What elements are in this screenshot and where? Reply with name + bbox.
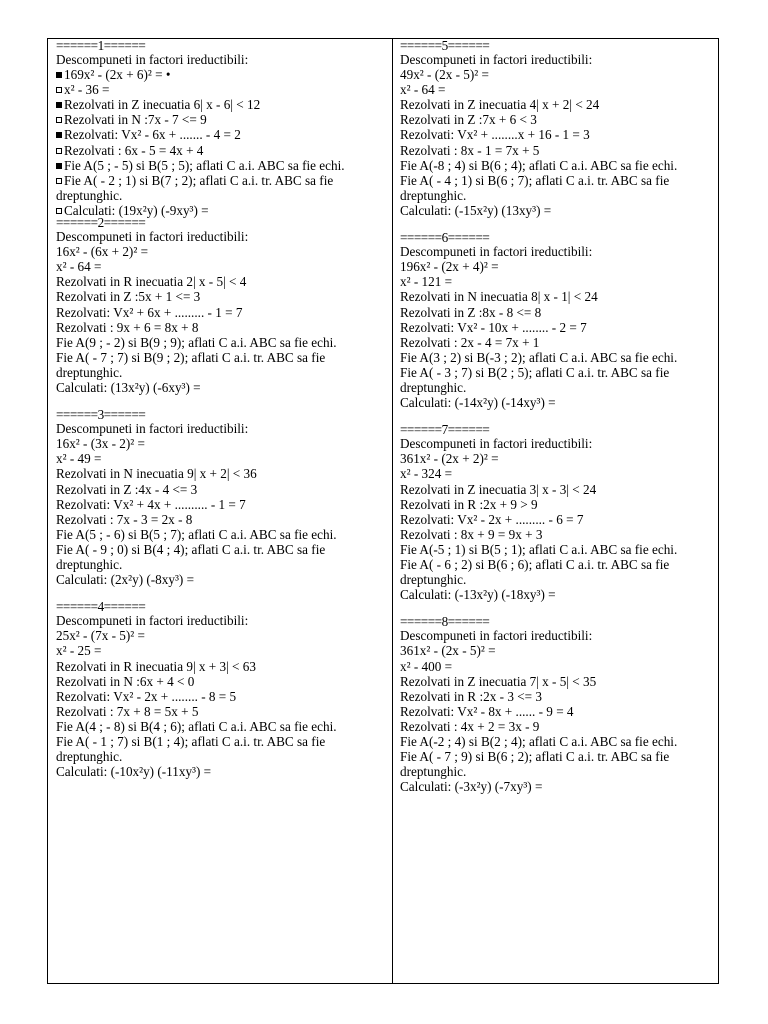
section-header: ======1====== [56, 39, 146, 53]
list-item: Fie A( - 7 ; 9) si B(6 ; 2); aflati C a.i. tr. ABC sa fie [400, 749, 670, 765]
section-header: ======6====== [400, 230, 490, 246]
list-item: Rezolvati in R :2x + 9 > 9 [400, 496, 538, 512]
list-item: dreptunghic. [56, 749, 123, 765]
list-item: Rezolvati in Z inecuatia 3| x - 3| < 24 [400, 481, 597, 497]
list-item: dreptunghic. [56, 557, 123, 572]
list-item: x² - 64 = [56, 259, 102, 275]
empty-square-icon [56, 178, 62, 184]
empty-square-icon [56, 208, 62, 214]
list-item: Rezolvati : 2x - 4 = 7x + 1 [400, 334, 540, 350]
list-item: Descompuneti in factori ireductibili: [56, 52, 249, 67]
list-item: Rezolvati: Vx² - 2x + ......... - 6 = 7 [400, 511, 584, 527]
list-item: Fie A(4 ; - 8) si B(4 ; 6); aflati C a.i. ABC sa fie echi. [56, 718, 337, 734]
list-item: dreptunghic. [56, 187, 123, 203]
list-item: Rezolvati in Z inecuatia 4| x + 2| < 24 [400, 97, 600, 113]
list-item: Rezolvati: Vx² + 4x + .......... - 1 = 7 [56, 496, 246, 512]
section-header: ======5====== [400, 39, 490, 53]
list-item: Calculati: (-14x²y) (-14xy³) = [400, 395, 556, 411]
section-header: ======3====== [56, 407, 146, 423]
list-item: Fie A( - 3 ; 7) si B(2 ; 5); aflati C a.i. tr. ABC sa fie [400, 364, 670, 380]
right-column [393, 39, 718, 983]
section-header: ======8====== [400, 614, 490, 630]
list-item: 361x² - (2x - 5)² = [400, 643, 496, 659]
list-item: Rezolvati in Z inecuatia 7| x - 5| < 35 [400, 673, 597, 689]
list-item: Descompuneti in factori ireductibili: [56, 613, 249, 629]
section-header: ======2====== [56, 215, 146, 231]
list-item: Calculati: (2x²y) (-8xy³) = [56, 572, 195, 588]
list-item: x² - 324 = [400, 466, 453, 482]
list-item: Fie A(5 ; - 6) si B(5 ; 7); aflati C a.i. ABC sa fie echi. [56, 526, 337, 542]
list-item: Rezolvati in Z :8x - 8 <= 8 [400, 304, 542, 320]
list-item: dreptunghic. [400, 572, 467, 588]
list-item: Descompuneti in factori ireductibili: [400, 244, 593, 260]
list-item: 196x² - (2x + 4)² = [400, 259, 499, 275]
list-item: Rezolvati in N inecuatia 9| x + 2| < 36 [56, 466, 257, 482]
filled-square-icon [56, 163, 62, 169]
list-item: Descompuneti in factori ireductibili: [56, 229, 249, 245]
list-item: x² - 64 = [400, 82, 446, 98]
list-item: Descompuneti in factori ireductibili: [56, 421, 249, 437]
list-item: Fie A( - 2 ; 1) si B(7 ; 2); aflati C a.i. tr. ABC sa fie [56, 173, 392, 188]
list-item: Descompuneti in factori ireductibili: [400, 436, 593, 452]
list-item: Rezolvati in N :6x + 4 < 0 [56, 673, 195, 689]
list-item: Rezolvati: Vx² - 6x + ....... - 4 = 2 [56, 127, 392, 142]
list-item: Rezolvati: Vx² - 10x + ........ - 2 = 7 [400, 319, 587, 335]
list-item: 16x² - (3x - 2)² = [56, 436, 145, 452]
left-column [48, 39, 393, 983]
list-item: Rezolvati in R inecuatia 2| x - 5| < 4 [56, 274, 247, 290]
filled-square-icon [56, 72, 62, 78]
list-item: Rezolvati : 7x - 3 = 2x - 8 [56, 511, 193, 527]
empty-square-icon [56, 87, 62, 93]
list-item: Fie A(3 ; 2) si B(-3 ; 2); aflati C a.i. ABC sa fie echi. [400, 349, 678, 365]
list-item: Fie A( - 4 ; 1) si B(6 ; 7); aflati C a.i. tr. ABC sa fie [400, 172, 670, 188]
list-item: 25x² - (7x - 5)² = [56, 628, 145, 644]
list-item: dreptunghic. [400, 764, 467, 780]
list-item: Calculati: (13x²y) (-6xy³) = [56, 379, 201, 395]
list-item: dreptunghic. [56, 364, 123, 380]
list-item: Fie A( - 6 ; 2) si B(6 ; 6); aflati C a.i. tr. ABC sa fie [400, 557, 670, 572]
list-item: 361x² - (2x + 2)² = [400, 451, 499, 467]
list-item: Rezolvati: Vx² - 2x + ........ - 8 = 5 [56, 688, 237, 704]
list-item: Calculati: (-3x²y) (-7xy³) = [400, 779, 543, 795]
list-item: Rezolvati in R :2x - 3 <= 3 [400, 688, 542, 704]
list-item: Rezolvati in N :7x - 7 <= 9 [56, 112, 392, 127]
list-item: Rezolvati in Z inecuatia 6| x - 6| < 12 [56, 97, 392, 112]
list-item: Fie A(9 ; - 2) si B(9 ; 9); aflati C a.i. ABC sa fie echi. [56, 334, 337, 350]
empty-square-icon [56, 148, 62, 154]
list-item: x² - 400 = [400, 658, 453, 674]
list-item: x² - 25 = [56, 643, 102, 659]
list-item: Rezolvati : 7x + 8 = 5x + 5 [56, 703, 199, 719]
list-item: Rezolvati : 4x + 2 = 3x - 9 [400, 718, 540, 734]
list-item: Calculati: (-15x²y) (13xy³) = [400, 202, 552, 218]
list-item: 49x² - (2x - 5)² = [400, 67, 489, 83]
list-item: Rezolvati in N inecuatia 8| x - 1| < 24 [400, 289, 598, 305]
list-item: Fie A(-8 ; 4) si B(6 ; 4); aflati C a.i. ABC sa fie echi. [400, 157, 678, 173]
list-item: dreptunghic. [400, 379, 467, 395]
list-item: Fie A(5 ; - 5) si B(5 ; 5); aflati C a.i. ABC sa fie echi. [56, 158, 392, 173]
worksheet-table [47, 38, 719, 984]
list-item: Rezolvati : 8x - 1 = 7x + 5 [400, 142, 540, 158]
list-item: Descompuneti in factori ireductibili: [400, 52, 593, 67]
filled-square-icon [56, 132, 62, 138]
list-item: Rezolvati in Z :4x - 4 <= 3 [56, 481, 198, 497]
list-item: Rezolvati : 8x + 9 = 9x + 3 [400, 526, 543, 542]
section-header: ======4====== [56, 599, 146, 615]
list-item: 169x² - (2x + 6)² = • [56, 67, 392, 82]
list-item: Rezolvati in Z :7x + 6 < 3 [400, 112, 537, 128]
list-item: Descompuneti in factori ireductibili: [400, 628, 593, 644]
list-item: Rezolvati : 6x - 5 = 4x + 4 [56, 143, 392, 158]
list-item: Rezolvati: Vx² - 8x + ...... - 9 = 4 [400, 703, 574, 719]
list-item: Fie A(-5 ; 1) si B(5 ; 1); aflati C a.i. ABC sa fie echi. [400, 541, 678, 557]
list-item: x² - 36 = [56, 82, 392, 97]
list-item: Calculati: (-10x²y) (-11xy³) = [56, 764, 212, 780]
list-item: dreptunghic. [400, 187, 467, 203]
list-item: x² - 49 = [56, 451, 102, 467]
list-item: Fie A(-2 ; 4) si B(2 ; 4); aflati C a.i. ABC sa fie echi. [400, 734, 678, 750]
list-item: Rezolvati : 9x + 6 = 8x + 8 [56, 319, 199, 335]
list-item: Calculati: (19x²y) (-9xy³) = [56, 203, 392, 218]
list-item: Rezolvati: Vx² + ........x + 16 - 1 = 3 [400, 127, 590, 143]
filled-square-icon [56, 102, 62, 108]
list-item: Fie A( - 9 ; 0) si B(4 ; 4); aflati C a.i. tr. ABC sa fie [56, 541, 326, 557]
list-item: Rezolvati in Z :5x + 1 <= 3 [56, 289, 201, 305]
section-header: ======7====== [400, 422, 490, 438]
list-item: Calculati: (-13x²y) (-18xy³) = [400, 587, 556, 603]
list-item: Fie A( - 7 ; 7) si B(9 ; 2); aflati C a.i. tr. ABC sa fie [56, 349, 326, 365]
list-item: x² - 121 = [400, 274, 453, 290]
list-item: Rezolvati in R inecuatia 9| x + 3| < 63 [56, 658, 256, 674]
list-item: Rezolvati: Vx² + 6x + ......... - 1 = 7 [56, 304, 243, 320]
list-item: Fie A( - 1 ; 7) si B(1 ; 4); aflati C a.i. tr. ABC sa fie [56, 734, 326, 750]
empty-square-icon [56, 117, 62, 123]
list-item: 16x² - (6x + 2)² = [56, 244, 149, 260]
